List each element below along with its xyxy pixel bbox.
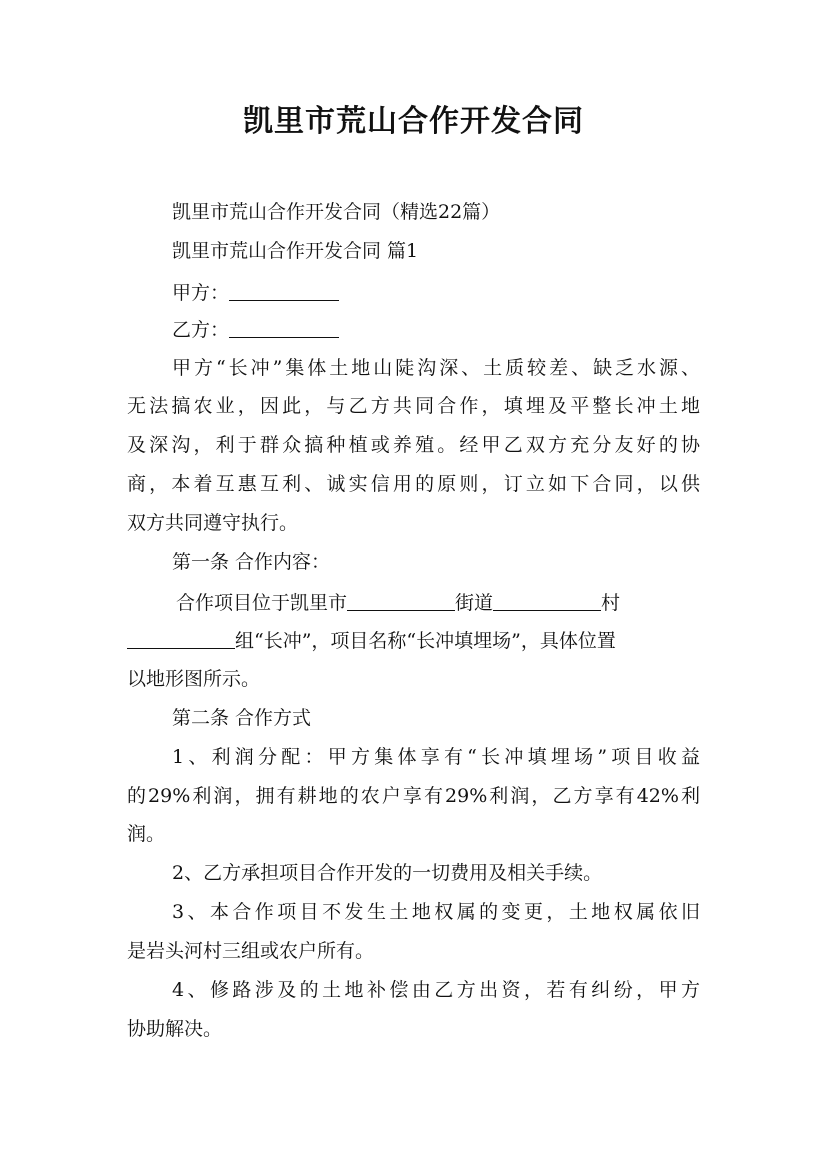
village-blank bbox=[493, 592, 601, 611]
paragraph-line: 商，本着互惠互利、诚实信用的原则，订立如下合同，以供 bbox=[127, 473, 700, 495]
clause-1: 1、利润分配：甲方集体享有“长冲填埋场”项目收益 bbox=[172, 746, 700, 768]
clause-3-cont: 是岩头河村三组或农户所有。 bbox=[127, 940, 375, 962]
clause-4: 4、修路涉及的土地补偿由乙方出资，若有纠纷，甲方 bbox=[172, 979, 700, 1001]
party-a-line bbox=[172, 280, 339, 306]
location-line-2 bbox=[127, 628, 700, 654]
party-b-line bbox=[172, 317, 339, 343]
location-text: 合作项目位于凯里市 bbox=[176, 592, 348, 614]
village-label: 村 bbox=[601, 592, 621, 614]
district-blank bbox=[347, 592, 455, 611]
paragraph-line: 以地形图所示。 bbox=[127, 668, 261, 690]
project-name-text: 组“长冲”，项目名称“长冲填埋场”，具体位置 bbox=[235, 630, 616, 652]
party-b-blank bbox=[229, 319, 339, 338]
clause-2: 2、乙方承担项目合作开发的一切费用及相关手续。 bbox=[172, 862, 603, 884]
paragraph-line: 双方共同遵守执行。 bbox=[127, 512, 299, 534]
party-a-blank bbox=[229, 282, 339, 301]
party-a-label: 甲方： bbox=[172, 282, 230, 304]
clause-1-cont: 的29%利润，拥有耕地的农户享有29%利润，乙方享有42%利 bbox=[127, 785, 700, 807]
clause-3: 3、本合作项目不发生土地权属的变更，土地权属依旧 bbox=[172, 901, 700, 923]
location-line bbox=[176, 590, 620, 616]
clause-1-end: 润。 bbox=[127, 823, 166, 845]
group-blank bbox=[127, 630, 235, 649]
paragraph-line: 无法搞农业，因此，与乙方共同合作，填埋及平整长冲土地 bbox=[127, 395, 700, 417]
article-2-heading: 第二条 合作方式 bbox=[172, 707, 312, 729]
party-b-label: 乙方： bbox=[172, 319, 230, 341]
subtitle: 凯里市荒山合作开发合同（精选22篇） bbox=[172, 201, 501, 223]
document-title: 凯里市荒山合作开发合同 bbox=[243, 104, 584, 139]
clause-4-cont: 协助解决。 bbox=[127, 1018, 223, 1040]
street-label: 街道 bbox=[455, 592, 494, 614]
paragraph-line: 及深沟，利于群众搞种植或养殖。经甲乙双方充分友好的协 bbox=[127, 434, 700, 456]
paragraph-line: 甲方“长冲”集体土地山陡沟深、土质较差、缺乏水源、 bbox=[172, 357, 700, 379]
section-heading: 凯里市荒山合作开发合同 篇1 bbox=[172, 240, 419, 262]
article-1-heading: 第一条 合作内容： bbox=[172, 551, 331, 573]
